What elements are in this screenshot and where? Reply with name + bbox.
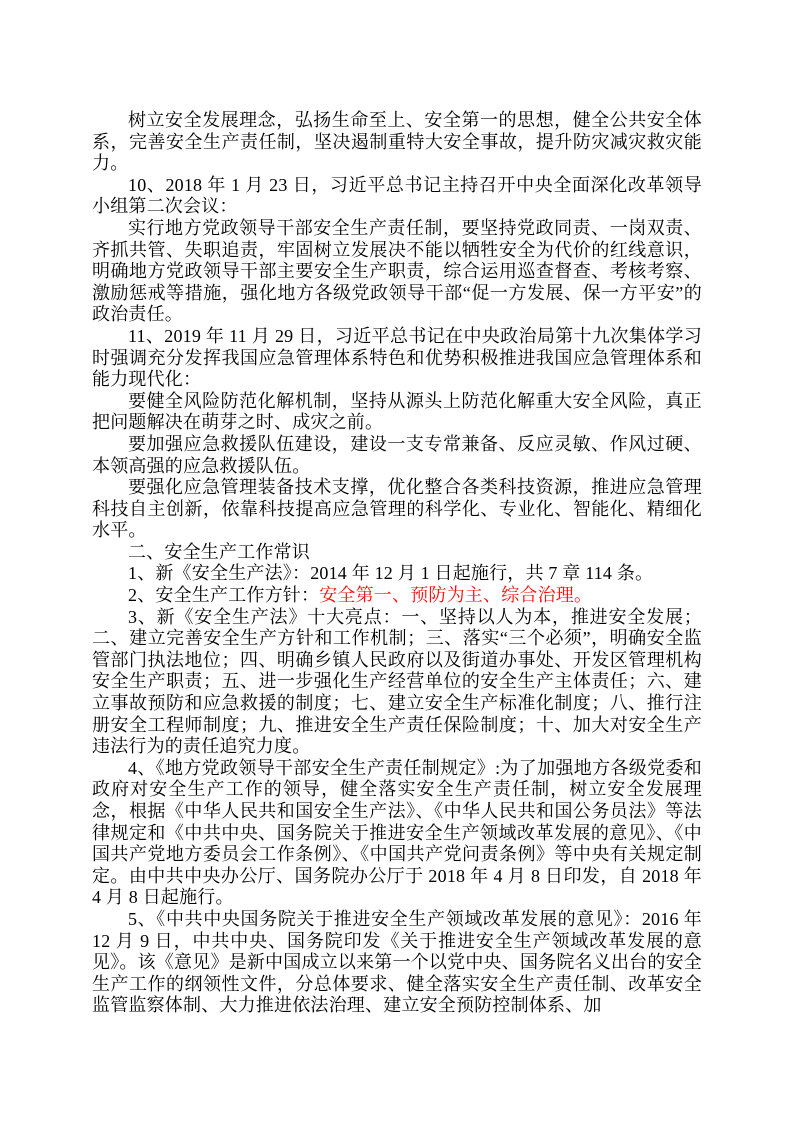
- paragraph-rescue-team-building: 要加强应急救援队伍建设，建设一支专常兼备、反应灵敏、作风过硬、本领高强的应急救援队伍。: [92, 433, 702, 476]
- section-heading-work-knowledge: 二、安全生产工作常识: [128, 541, 310, 562]
- paragraph-tech-support: 要强化应急管理装备技术支撑，优化整合各类科技资源，推进应急管理科技自主创新，依靠科技提高应急管理的科学化、专业化、智能化、精细化水平。: [92, 477, 702, 541]
- paragraph-item-3-ten-highlights: 3、新《安全生产法》十大亮点：一、坚持以人为本，推进安全发展；二、建立完善安全生产方针和工作机制；三、落实“三个必须”，明确安全监管部门执法地位；四、明确乡镇人民政府以及街道办事处、开发区管理机构安全生产职责；五、进一步强化生产经营单位的安全生产主体责任；六、建立事故预防和应急救援的制度；七、建立安全生产标准化制度；八、推行注册安全工程师制度；九、推进安全生产责任保险制度；十、加大对安全生产违法行为的责任追究力度。: [92, 606, 702, 757]
- paragraph-item-2-work-policy: [92, 585, 702, 607]
- work-policy-label: 2、安全生产工作方针：: [128, 585, 320, 606]
- work-policy-highlight-red: 安全第一、预防为主、综合治理。: [319, 585, 593, 606]
- paragraph-item-4-regulation: 4、《地方党政领导干部安全生产责任制规定》:为了加强地方各级党委和政府对安全生产工作的领导，健全落实安全生产责任制，树立安全发展理念，根据《中华人民共和国安全生产法》、《中华人民共和国公务员法》等法律规定和《中共中央、国务院关于推进安全生产领域改革发展的意见》、《中国共产党地方委员会工作条例》、《中国共产党问责条例》等中央有关规定制定。由中共中央办公厅、国务院办公厅于 2018 年 4 月 8 日印发，自 2018 年 4 月 8 日起施行。: [92, 757, 702, 908]
- paragraph-item-1-safety-law: 1、新《安全生产法》：2014 年 12 月 1 日起施行，共 7 章 114 条。: [128, 563, 654, 584]
- paragraph-item-5-opinion: 5、《中共中央国务院关于推进安全生产领域改革发展的意见》：2016 年 12 月 9 日，中共中央、国务院印发《关于推进安全生产领域改革发展的意见》。该《意见》是新中国成立以来第一个以党中央、国务院名义出台的安全生产工作的纲领性文件，分总体要求、健全落实安全生产责任制、改革安全监管监察体制、大力推进依法治理、建立安全预防控制体系、加: [92, 908, 702, 1016]
- paragraph-item-10-responsibility: 实行地方党政领导干部安全生产责任制，要坚持党政同责、一岗双责、齐抓共管、失职追责，牢固树立发展决不能以牺牲安全为代价的红线意识，明确地方党政领导干部主要安全生产职责，综合运用巡查督查、考核考察、激励惩戒等措施，强化地方各级党政领导干部“促一方发展、保一方平安”的政治责任。: [92, 217, 702, 325]
- paragraph-safety-development-concept: 树立安全发展理念，弘扬生命至上、安全第一的思想，健全公共安全体系，完善安全生产责任制，坚决遏制重特大安全事故，提升防灾减灾救灾能力。: [92, 110, 702, 174]
- paragraph-item-10-meeting: 10、2018 年 1 月 23 日，习近平总书记主持召开中央全面深化改革领导小组第二次会议：: [92, 174, 702, 217]
- paragraph-risk-prevention-mechanism: 要健全风险防范化解机制，坚持从源头上防范化解重大安全风险，真正把问题解决在萌芽之时、成灾之前。: [92, 390, 702, 433]
- paragraph-item-11-study-session: 11、2019 年 11 月 29 日，习近平总书记在中央政治局第十九次集体学习时强调充分发挥我国应急管理体系特色和优势积极推进我国应急管理体系和能力现代化：: [92, 325, 702, 390]
- document-body: [92, 110, 702, 1017]
